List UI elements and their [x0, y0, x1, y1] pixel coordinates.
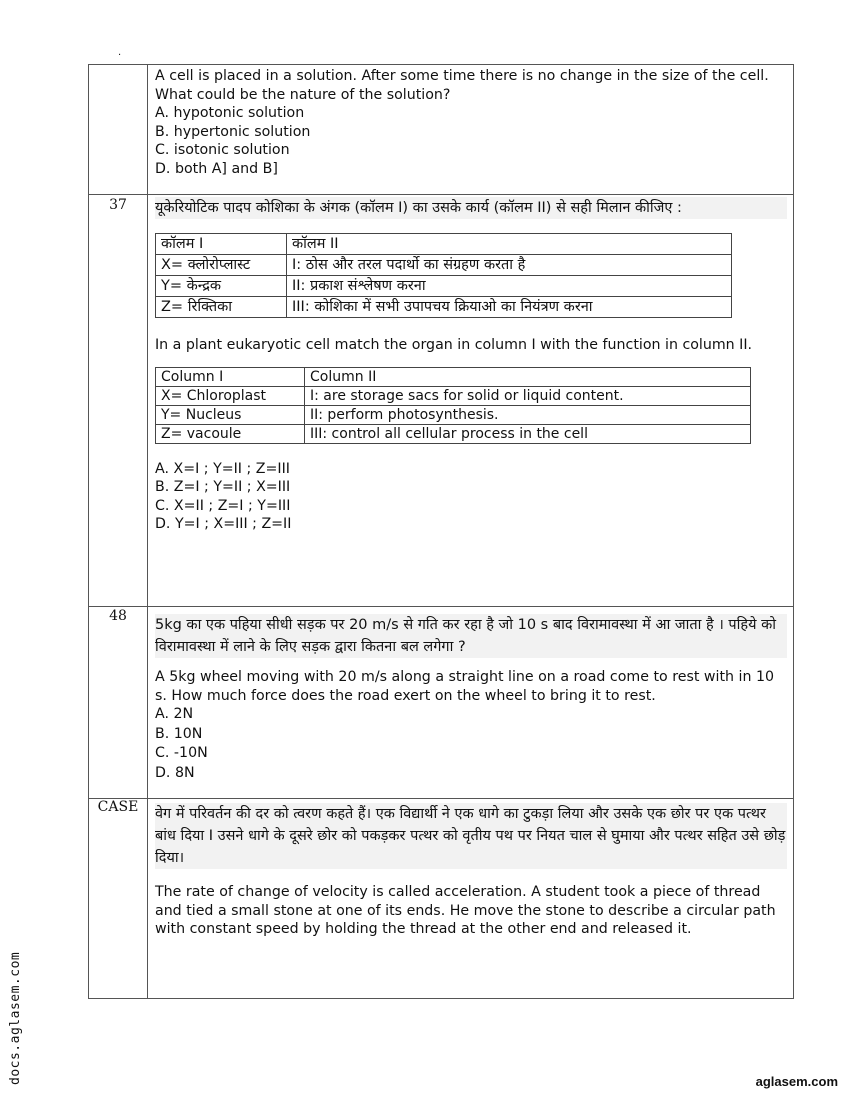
table-row	[156, 367, 751, 386]
q36-text: A cell is placed in a solution. After some time there is no change in the size of the cell. What could be the nature of the solution?	[155, 68, 769, 103]
table-cell: I: are storage sacs for solid or liquid content.	[305, 386, 751, 405]
q37-option-c: C. X=II ; Z=I ; Y=III	[155, 497, 291, 514]
row-divider	[89, 798, 793, 799]
table-row	[156, 297, 732, 318]
question-sheet	[88, 64, 794, 999]
q48-option-a: A. 2N	[155, 706, 194, 722]
q48-option-b: B. 10N	[155, 725, 203, 742]
top-mark: .	[118, 47, 122, 58]
q37-english-table	[155, 367, 751, 444]
q48-option-d: D. 8N	[155, 764, 195, 781]
table-cell: Z= रिक्तिका	[156, 297, 287, 318]
q37-english-text: In a plant eukaryotic cell match the organ in column I with the function in column II.	[155, 337, 753, 353]
table-header: कॉलम I	[156, 234, 287, 255]
q37-hindi-table	[155, 233, 732, 318]
q36-option-d: D. both A] and B]	[155, 160, 278, 177]
table-header: Column II	[305, 367, 751, 386]
row-divider	[89, 606, 793, 607]
table-row	[156, 386, 751, 405]
case-hindi-text: वेग में परिवर्तन की दर को त्वरण कहते हैं। एक विद्यार्थी ने एक धागे का टुकड़ा लिया और उसके एक छोर पर एक पत्थर बांध दिया I उसने धागे के दूसरे छोर को पकड़कर पत्थर को वृतीय पथ पर नियत चाल से घुमाया और पत्थर सहित उसे छोड़ दिया।	[155, 803, 787, 869]
side-watermark: docs.aglasem.com	[8, 951, 23, 1085]
table-cell: II: प्रकाश संश्लेषण करना	[287, 276, 732, 297]
q37-number: 37	[109, 197, 127, 213]
column-divider	[147, 65, 148, 998]
q48-hindi-text: 5kg का एक पहिया सीधी सड़क पर 20 m/s से गति कर रहा है जो 10 s बाद विरामावस्था में आ जाता है । पहिये को विरामावस्था में लाने के लिए सड़क द्वारा कितना बल लगेगा ?	[155, 614, 787, 658]
q36-option-c: C. isotonic solution	[155, 142, 290, 158]
table-row	[156, 276, 732, 297]
case-label: CASE	[97, 799, 139, 815]
q36-option-b: B. hypertonic solution	[155, 123, 311, 140]
table-cell: Y= Nucleus	[156, 405, 305, 424]
table-cell: II: perform photosynthesis.	[305, 405, 751, 424]
case-block	[155, 803, 787, 939]
table-cell: I: ठोस और तरल पदार्थो का संग्रहण करता है	[287, 255, 732, 276]
table-header: Column I	[156, 367, 305, 386]
table-header: कॉलम II	[287, 234, 732, 255]
table-cell: Y= केन्द्रक	[156, 276, 287, 297]
q36-block	[155, 67, 787, 178]
q37-hindi-text: यूकेरियोटिक पादप कोशिका के अंगक (कॉलम I) का उसके कार्य (कॉलम II) से सही मिलान कीजिए :	[155, 197, 787, 219]
table-cell: III: control all cellular process in the cell	[305, 424, 751, 443]
table-cell: III: कोशिका में सभी उपापचय क्रियाओ का नियंत्रण करना	[287, 297, 732, 318]
table-row	[156, 405, 751, 424]
q36-options	[155, 104, 787, 178]
row-divider	[89, 194, 793, 195]
table-row	[156, 234, 732, 255]
q37-block	[155, 197, 787, 534]
brand-footer: aglasem.com	[755, 1074, 838, 1089]
q37-option-b: B. Z=I ; Y=II ; X=III	[155, 479, 291, 495]
q37-option-a: A. X=I ; Y=II ; Z=III	[155, 460, 290, 477]
case-english-text: The rate of change of velocity is called acceleration. A student took a piece of thread and tied a small stone at one of its ends. He move the stone to describe a circular path with constant speed by holding the thread at the other end and released it.	[155, 884, 776, 937]
table-row	[156, 424, 751, 443]
table-cell: X= क्लोरोप्लास्ट	[156, 255, 287, 276]
q48-options	[155, 705, 787, 783]
q48-block	[155, 614, 787, 783]
q48-number: 48	[109, 608, 127, 624]
table-cell: X= Chloroplast	[156, 386, 305, 405]
q37-option-d: D. Y=I ; X=III ; Z=II	[155, 516, 292, 532]
q37-options	[155, 460, 787, 534]
table-cell: Z= vacoule	[156, 424, 305, 443]
table-row	[156, 255, 732, 276]
q36-option-a: A. hypotonic solution	[155, 105, 305, 121]
q48-option-c: C. -10N	[155, 745, 208, 761]
q48-english-text: A 5kg wheel moving with 20 m/s along a straight line on a road come to rest with in 10 s. How much force does the road exert on the wheel to bring it to rest.	[155, 669, 775, 704]
